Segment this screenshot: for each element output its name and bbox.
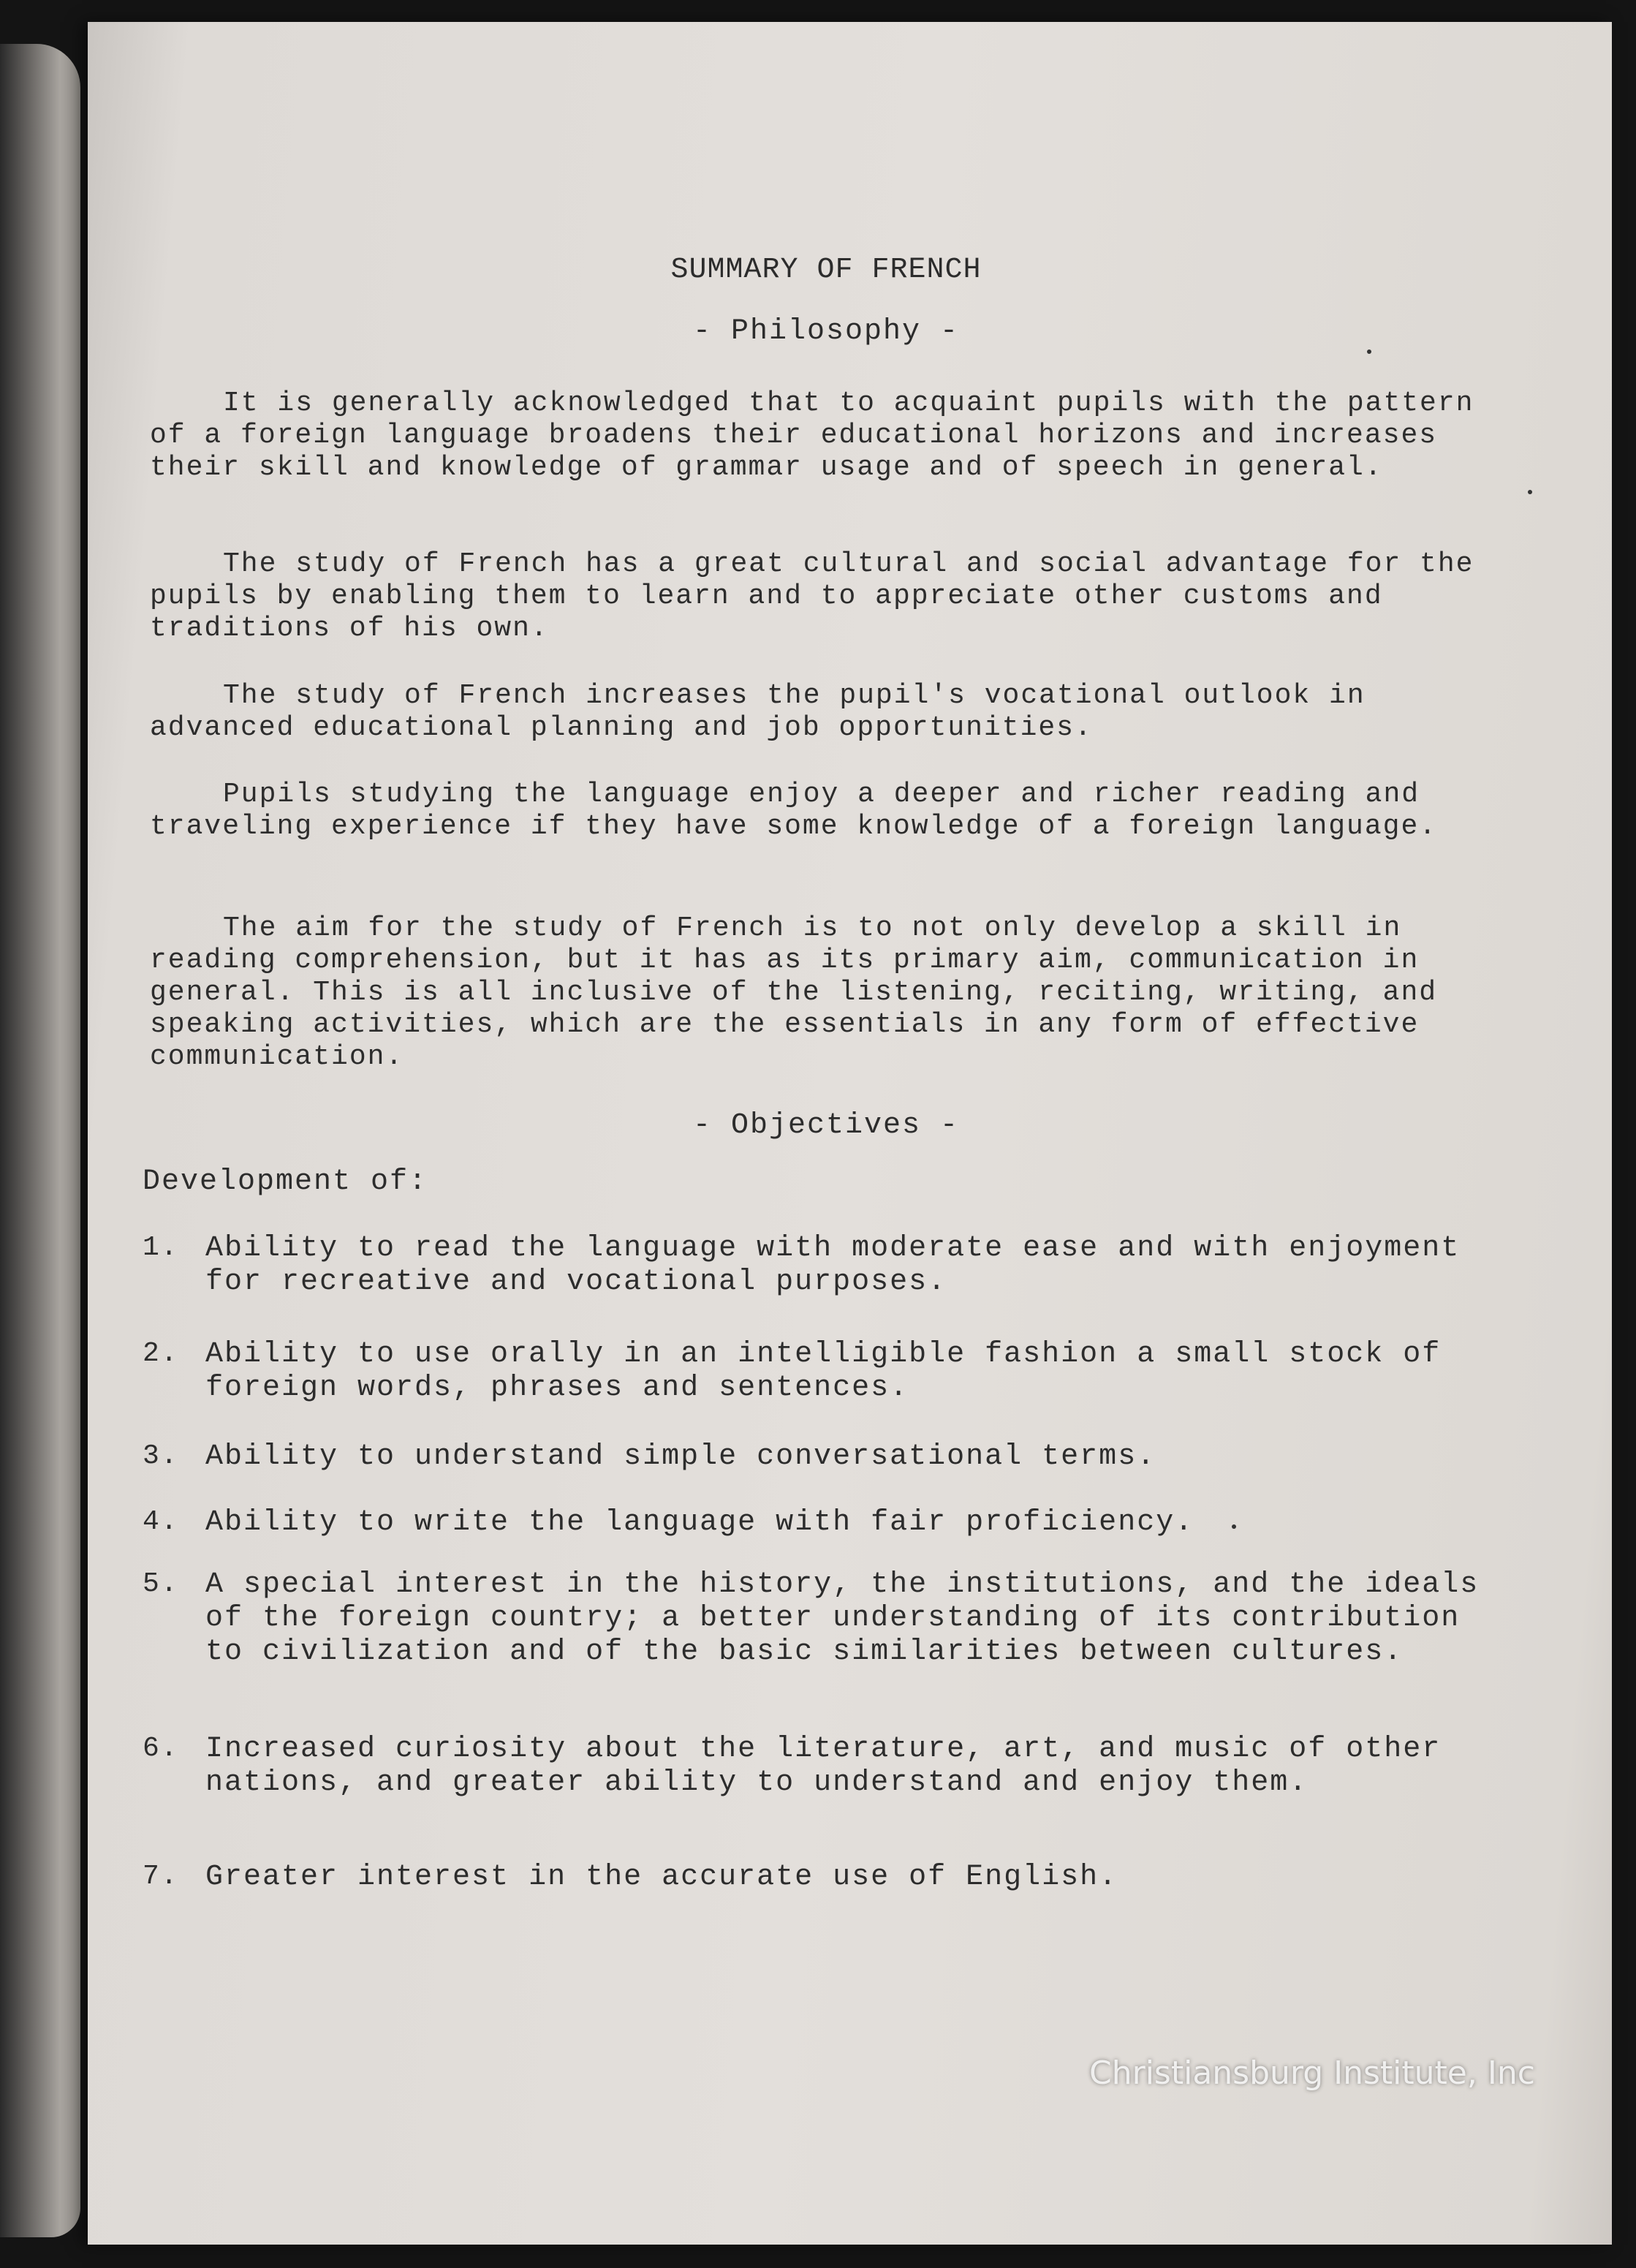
objective-number: 4.: [143, 1506, 179, 1538]
objective-item: [143, 1733, 1495, 1800]
objective-item: [143, 1440, 1495, 1474]
ink-speck: [1232, 1524, 1236, 1529]
objective-text: Ability to understand simple conversational terms.: [205, 1440, 1156, 1473]
objective-text: Greater interest in the accurate use of English.: [205, 1861, 1118, 1894]
objective-number: 5.: [143, 1568, 179, 1600]
objective-text: Ability to use orally in an intelligible fashion a small stock of foreign words, phrases and sentences.: [205, 1338, 1442, 1405]
document-page: [88, 22, 1612, 2245]
objective-item: [143, 1232, 1495, 1299]
objective-item: [143, 1338, 1495, 1405]
objective-number: 2.: [143, 1338, 179, 1369]
objective-item: [143, 1506, 1495, 1540]
objective-number: 1.: [143, 1232, 179, 1263]
objective-text: Increased curiosity about the literature, art, and music of other nations, and greater ability to understand and enjoy them.: [205, 1733, 1442, 1799]
objective-number: 7.: [143, 1861, 179, 1892]
objective-number: 6.: [143, 1733, 179, 1764]
development-label: Development of:: [143, 1165, 428, 1198]
adjacent-page-edge: [0, 44, 80, 2237]
objective-text: Ability to read the language with moderate ease and with enjoyment for recreative and vocational purposes.: [205, 1232, 1461, 1299]
philosophy-paragraph-4: Pupils studying the language enjoy a deeper and richer reading and traveling experience if they have some knowledge of a foreign language.: [150, 779, 1438, 842]
objective-text: Ability to write the language with fair proficiency.: [205, 1506, 1194, 1539]
philosophy-paragraph-1: It is generally acknowledged that to acquaint pupils with the pattern of a foreign language broadens their educational horizons and increases their skill and knowledge of grammar usage and of speech in general.: [150, 388, 1474, 483]
objective-item: [143, 1861, 1495, 1894]
page-title: SUMMARY OF FRENCH: [670, 254, 982, 287]
objective-text: A special interest in the history, the institutions, and the ideals of the foreign country; a better understanding of its contribution to civilization and of the basic similarities between cultures.: [205, 1568, 1480, 1668]
philosophy-heading: - Philosophy -: [692, 315, 960, 348]
philosophy-paragraph-5: The aim for the study of French is to not only develop a skill in reading comprehension, but it has as its primary aim, communication in general. This is all inclusive of the listening, reciting, writing, and speaking activities, which are the essentials in any form of effective communication.: [150, 912, 1438, 1073]
objectives-heading: - Objectives -: [692, 1109, 960, 1142]
ink-speck: [1367, 349, 1371, 354]
watermark-text: Christiansburg Institute, Inc: [1089, 2055, 1535, 2092]
ink-speck: [1528, 490, 1532, 494]
philosophy-paragraph-2: The study of French has a great cultural and social advantage for the pupils by enabling them to learn and to appreciate other customs and traditions of his own.: [150, 548, 1474, 644]
philosophy-paragraph-3: The study of French increases the pupil's vocational outlook in advanced educational planning and job opportunities.: [150, 680, 1366, 744]
objective-item: [143, 1568, 1495, 1669]
objective-number: 3.: [143, 1440, 179, 1472]
